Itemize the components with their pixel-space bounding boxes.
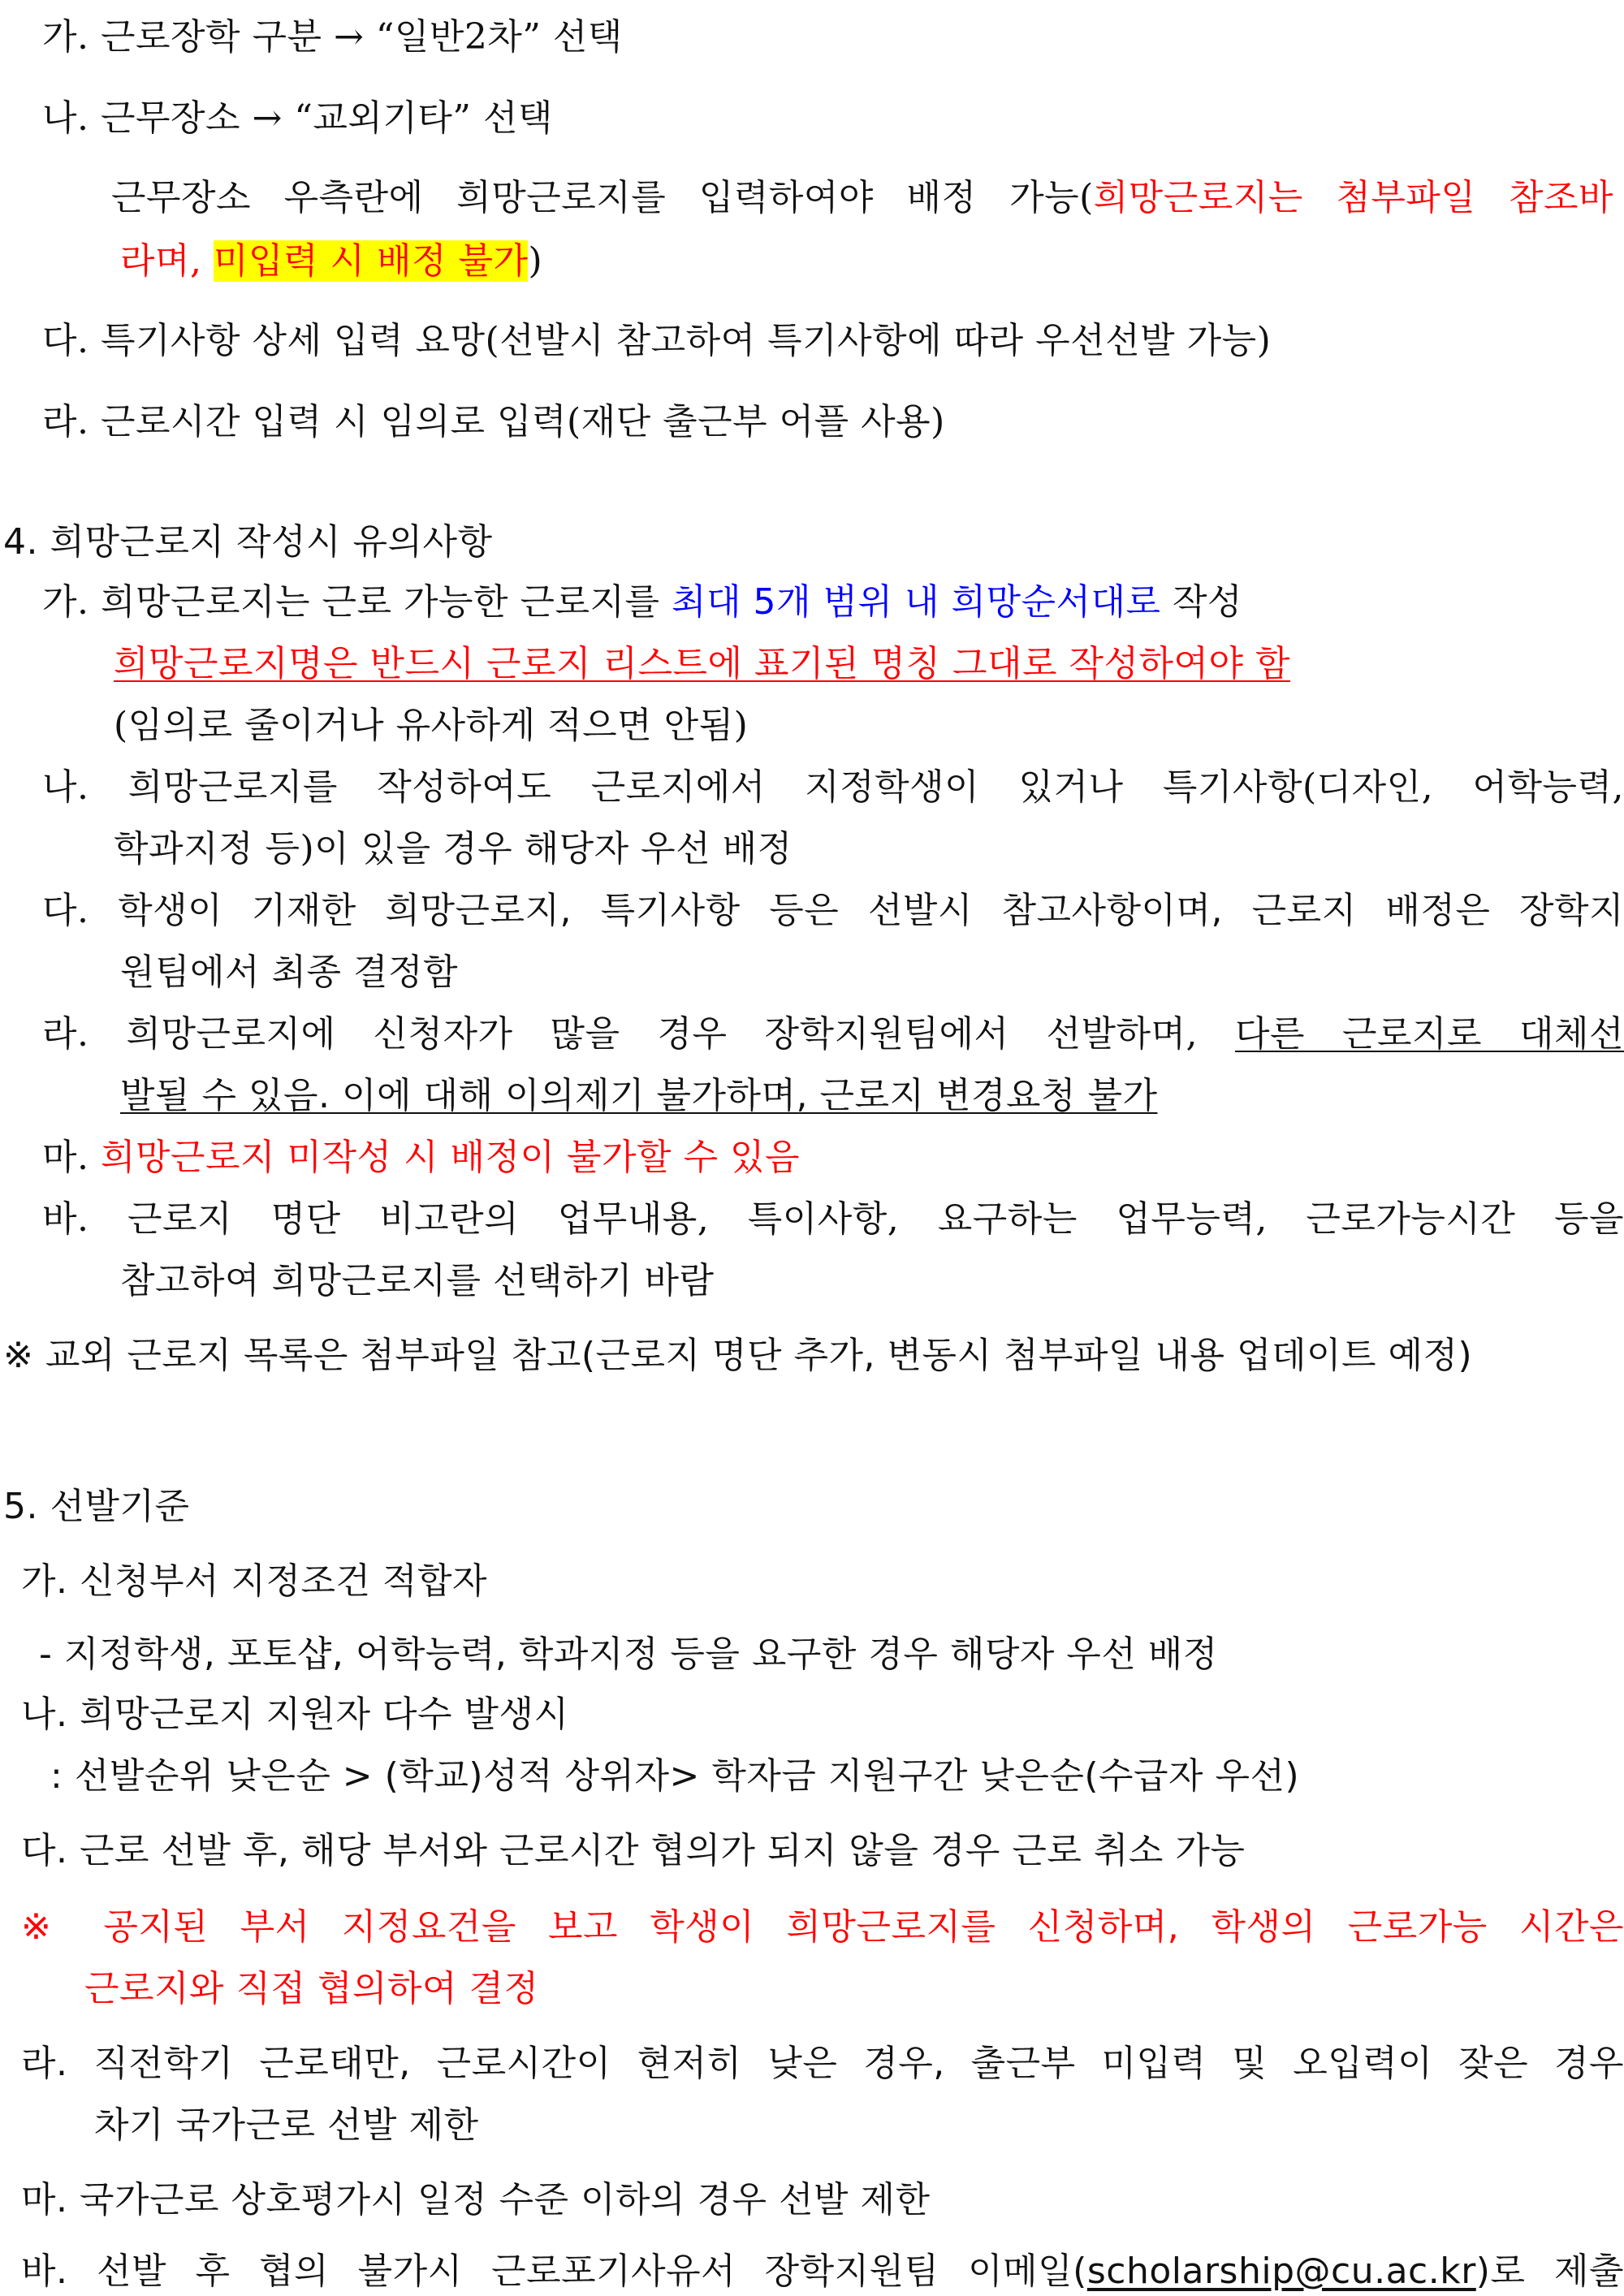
sec3-item-ra: 라. 근로시간 입력 시 임의로 입력(재단 출근부 어플 사용) [42,401,945,442]
sec5-item-da: 다. 근로 선발 후, 해당 부서와 근로시간 협의가 되지 않을 경우 근로 취소 가능 [21,1830,1246,1871]
item-text: 다. 학생이 기재한 [42,890,386,931]
sec3-item-na-note-line2 [120,237,542,286]
sec5-item-na: 나. 희망근로지 지원자 다수 발생시 [21,1694,569,1735]
sec5-item-ga-sub: - 지정학생, 포토샵, 어학능력, 학과지정 등을 요구한 경우 해당자 우선 배정 [39,1634,1218,1675]
sec4-item-na-line2: 학과지정 등)이 있을 경우 해당자 우선 배정 [114,828,793,870]
sec3-item-na-note-line1 [111,174,1613,222]
sec5-item-ba [21,2247,1624,2296]
item-text: 작성 [1160,581,1242,623]
note-text: 근무장소 우측란에 희망근로지를 입력하여야 배정 가능( [111,177,1094,218]
sec4-item-ma [42,1133,800,1182]
sec3-item-na: 나. 근무장소 → “교외기타” 선택 [42,97,553,139]
sec5-item-ga: 가. 신청부서 지정조건 적합자 [21,1560,487,1602]
note-red-text: 희망근로지는 첨부파일 참조바 [1093,177,1613,218]
item-text: 라. 희망근로지에 신청자가 많을 경우 장학지원팀에서 선발하며, [42,1013,1235,1055]
section-5-heading: 5. 선발기준 [3,1486,190,1527]
note-red-text: 라며, [120,240,214,282]
sec4-item-ra-line1 [42,1010,1624,1059]
sec3-item-ga: 가. 근로장학 구분 → “일반2차” 선택 [42,16,623,58]
blue-emphasis: 최대 5개 범위 내 희망순서대로 [671,581,1161,623]
sec4-item-ba-line2: 참고하여 희망근로지를 선택하기 바람 [120,1260,715,1301]
sec4-item-ga-line1 [42,578,1242,627]
sec5-item-ma: 마. 국가근로 상호평가시 일정 수준 이하의 경우 선발 제한 [21,2179,931,2220]
sec5-item-ra-line2: 차기 국가근로 선발 제한 [94,2104,479,2146]
underlined-emphasis: 다른 근로지로 대체선 [1234,1013,1624,1055]
email-link[interactable]: scholarship@cu.ac.kr [1086,2251,1476,2292]
highlighted-warning: 미입력 시 배정 불가 [213,240,529,282]
sec4-item-da-line2: 원팀에서 최종 결정함 [120,952,459,993]
sec5-warning-line1: ※ 공지된 부서 지정요건을 보고 학생이 희망근로지를 신청하며, 학생의 근로가능 시간은 [21,1906,1624,1948]
sec4-item-ga-line2: 희망근로지명은 반드시 근로지 리스트에 표기된 명칭 그대로 작성하여야 함 [114,643,1291,684]
item-prefix: 마. [42,1137,101,1178]
sec5-item-na-sub: : 선발순위 낮은순 > (학교)성적 상위자> 학자금 지원구간 낮은순(수급자 우선) [50,1755,1300,1797]
note-close-paren: ) [528,240,543,282]
sec4-item-na-line1: 나. 희망근로지를 작성하여도 근로지에서 지정학생이 있거나 특기사항(디자인, 어학능력, [42,766,1624,808]
item-text: 바. 선발 후 협의 불가시 근로포기사유서 장학지원팀 이메일( [21,2251,1087,2292]
section-4-heading: 4. 희망근로지 작성시 유의사항 [3,521,493,563]
sec4-item-da-line1 [42,887,1624,935]
sec4-item-ra-line2: 발될 수 있음. 이에 대해 이의제기 불가하며, 근로지 변경요청 불가 [120,1075,1158,1116]
sec4-item-ba-line1: 바. 근로지 명단 비고란의 업무내용, 특이사항, 요구하는 업무능력, 근로가능시간 등을 [42,1198,1624,1240]
sec5-warning-line2: 근로지와 직접 협의하여 결정 [84,1968,539,2009]
red-warning: 희망근로지 미작성 시 배정이 불가할 수 있음 [100,1137,800,1178]
sec5-item-ra-line1: 라. 직전학기 근로태만, 근로시간이 현저히 낮은 경우, 출근부 미입력 및 오입력이 잦은 경우 [21,2043,1624,2084]
sec3-item-da: 다. 특기사항 상세 입력 요망(선발시 참고하여 특기사항에 따라 우선선발 가능) [42,320,1272,361]
sec4-item-ga-line3: (임의로 줄이거나 유사하게 적으면 안됨) [114,705,749,746]
item-text: )로 제출 [1475,2251,1624,2292]
sec4-note: ※ 교외 근로지 목록은 첨부파일 참고(근로지 명단 추가, 변동시 첨부파일 내용 업데이트 예정) [3,1335,1473,1376]
item-text: 가. 희망근로지는 근로 가능한 근로지를 [42,581,672,623]
gothic-emphasis: 희망근로지, 특기사항 등은 선발시 참고사항이며, 근로지 배정은 장학지 [385,890,1624,931]
